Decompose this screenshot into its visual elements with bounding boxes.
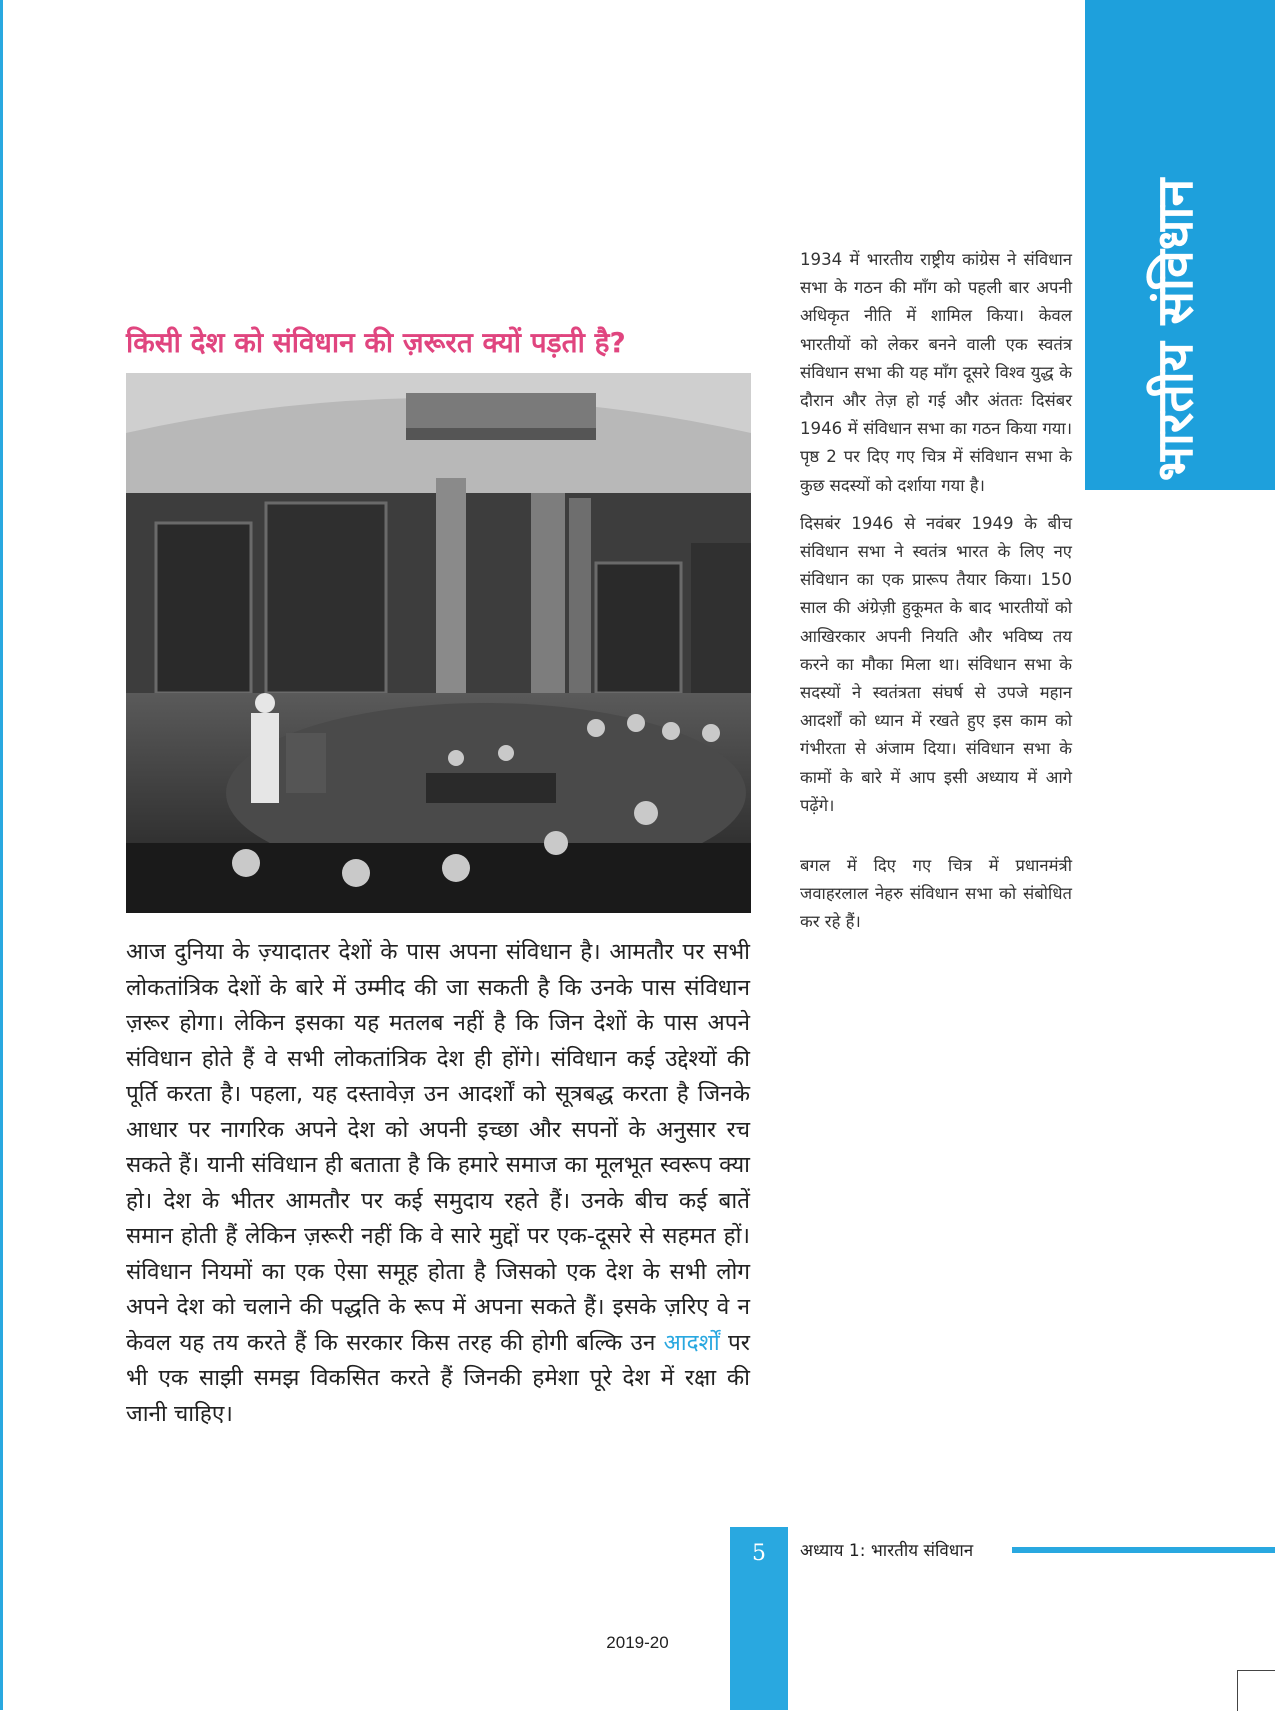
chapter-footer-label: अध्याय 1: भारतीय संविधान [800,1541,974,1561]
photo-illustration [126,373,751,913]
page-number: 5 [752,1541,766,1566]
side-note-photo-caption: बगल में दिए गए चित्र में प्रधानमंत्री जवाहरलाल नेहरु संविधान सभा को संबोधित कर रहे हैं। [800,856,1072,932]
page-corner-mark [1237,1670,1275,1711]
chapter-footer-rule [1012,1547,1275,1553]
page-number-box [730,1527,788,1710]
side-note-1934: 1934 में भारतीय राष्ट्रीय कांग्रेस ने संविधान सभा के गठन की माँग को पहली बार अपनी अधिकृत नीति में शामिल किया। केवल भारतीयों को लेकर बनने वाली एक स्वतंत्र संविधान सभा की यह माँग दूसरे विश्व युद्ध के दौरान और तेज़ हो गई और अंततः दिसंबर 1946 में संविधान सभा का गठन किया गया। पृष्ठ 2 पर दिए गए चित्र में संविधान सभा के कुछ सदस्यों को दर्शाया गया है। [800,250,1072,495]
side-note-1946-1949: दिसबंर 1946 से नवंबर 1949 के बीच संविधान सभा ने स्वतंत्र भारत के लिए नए संविधान का एक प्रारूप तैयार किया। 150 साल की अंग्रेज़ी हुकूमत के बाद भारतीयों को आखिरकार अपनी नियति और भविष्य तय करने का मौका मिला था। संविधान सभा के सदस्यों ने स्वतंत्रता संघर्ष से उपजे महान आदर्शों को ध्यान में रखते हुए इस काम को गंभीरता से अंजाम दिया। संविधान सभा के कामों के बारे में आप इसी अध्याय में आगे पढ़ेंगे। [800,513,1072,815]
edition-year: 2019-20 [606,1633,669,1652]
main-paragraph-part2: पर भी एक साझी समझ विकसित करते हैं जिनकी हमेशा पूरे देश में रक्षा की जानी चाहिए। [126,1329,750,1427]
main-paragraph [126,935,750,1432]
left-margin-rule [0,0,3,1710]
photo-constituent-assembly [126,373,751,913]
glossary-link-adarsh[interactable]: आदर्शों [663,1329,720,1356]
side-tab-title: भारतीय संविधान [1146,178,1204,482]
section-heading: किसी देश को संविधान की ज़रूरत क्यों पड़ती है? [126,326,626,359]
side-notes [800,246,1072,947]
main-paragraph-part1: आज दुनिया के ज़्यादातर देशों के पास अपना संविधान है। आमतौर पर सभी लोकतांत्रिक देशों के बारे में उम्मीद की जा सकती है कि उनके पास संविधान ज़रूर होगा। लेकिन इसका यह मतलब नहीं है कि जिन देशों के पास अपने संविधान होते हैं वे सभी लोकतांत्रिक देश ही होंगे। संविधान कई उद्देश्यों की पूर्ति करता है। पहला, यह दस्तावेज़ उन आदर्शों को सूत्रबद्ध करता है जिनके आधार पर नागरिक अपने देश को अपनी इच्छा और सपनों के अनुसार रच सकते हैं। यानी संविधान ही बताता है कि हमारे समाज का मूलभूत स्वरूप क्या हो। देश के भीतर आमतौर पर कई समुदाय रहते हैं। उनके बीच कई बातें समान होती हैं लेकिन ज़रूरी नहीं कि वे सारे मुद्दों पर एक-दूसरे से सहमत हों। संविधान नियमों का एक ऐसा समूह होता है जिसको एक देश के सभी लोग अपने देश को चलाने की पद्धति के रूप में अपना सकते हैं। इसके ज़रिए वे न केवल यह तय करते हैं कि सरकार किस तरह की होगी बल्कि उन [126,939,750,1356]
